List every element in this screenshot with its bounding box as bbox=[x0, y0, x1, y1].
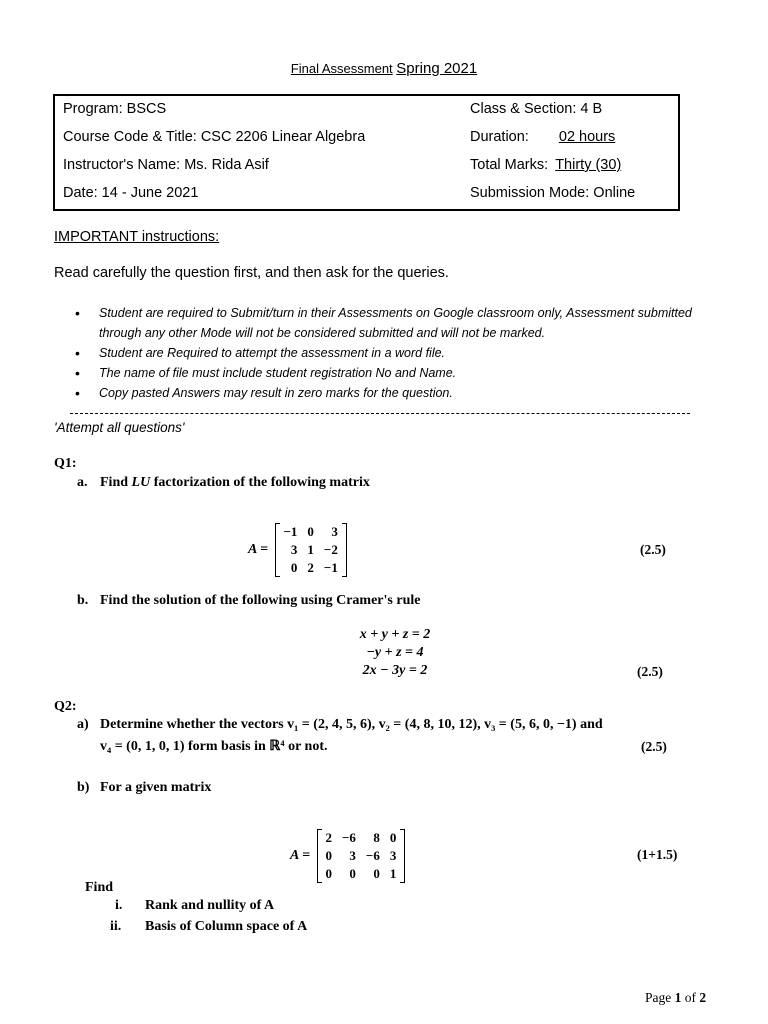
equation: 2x − 3y = 2 bbox=[362, 663, 428, 678]
matrix-cell: −6 bbox=[342, 830, 356, 845]
equation: −y + z = 4 bbox=[366, 645, 424, 660]
instructor-name: Instructor's Name: Ms. Rida Asif bbox=[63, 157, 269, 173]
q2b-marker: b) bbox=[77, 780, 90, 795]
page-number bbox=[645, 990, 706, 1006]
q2-item-text: Basis of Column space of A bbox=[145, 919, 308, 934]
instruction-item: • The name of file must include student registration No and Name. bbox=[75, 363, 720, 383]
page-word: Page bbox=[645, 990, 672, 1005]
matrix-cell: −1 bbox=[323, 560, 338, 575]
duration bbox=[470, 129, 615, 145]
title-small: Final Assessment bbox=[290, 61, 393, 76]
q2-find: Find bbox=[85, 880, 114, 895]
q1a-marker: a. bbox=[77, 475, 88, 490]
q2a-line2: v₄ = (0, 1, 0, 1) form basis in ℝ⁴ or not. bbox=[100, 739, 328, 754]
matrix-cell: 8 bbox=[373, 830, 380, 845]
matrix-cell: 0 bbox=[325, 848, 332, 863]
matrix-cell: 2 bbox=[325, 830, 332, 845]
matrix-cell: 3 bbox=[290, 542, 298, 557]
page-title bbox=[0, 60, 768, 77]
total-marks-label: Total Marks: bbox=[470, 157, 549, 173]
page-current: 1 bbox=[674, 990, 682, 1005]
q1a-text-pre: Find bbox=[100, 475, 132, 490]
divider bbox=[70, 413, 690, 414]
q1a-text-lu: LU bbox=[131, 475, 151, 490]
equation: x + y + z = 2 bbox=[359, 627, 431, 642]
page-total: 2 bbox=[699, 990, 707, 1005]
q2-item-marker: i. bbox=[115, 898, 123, 913]
title-big: Spring 2021 bbox=[396, 60, 478, 77]
matrix-cell: 1 bbox=[307, 542, 314, 557]
program: Program: BSCS bbox=[63, 101, 167, 117]
instruction-item: • Student are Required to attempt the assessment in a word file. bbox=[75, 343, 720, 363]
q1-matrix-block bbox=[248, 523, 347, 577]
duration-label: Duration: bbox=[470, 129, 529, 145]
matrix-cell: 1 bbox=[389, 866, 397, 881]
matrix-cell: 0 bbox=[290, 560, 298, 575]
matrix-cell: 3 bbox=[349, 848, 356, 863]
course-title: Course Code & Title: CSC 2206 Linear Algebra bbox=[63, 129, 366, 145]
exam-date: Date: 14 - June 2021 bbox=[63, 185, 199, 201]
matrix-cell: 0 bbox=[325, 866, 332, 881]
q1-matrix bbox=[275, 523, 347, 577]
matrix-cell: −1 bbox=[283, 524, 298, 539]
q2-item-marker: ii. bbox=[110, 919, 122, 934]
q2b-marks: (1+1.5) bbox=[637, 847, 678, 862]
q1b-marks: (2.5) bbox=[637, 664, 663, 679]
matrix-cell: 0 bbox=[373, 866, 380, 881]
q2-item-text: Rank and nullity of A bbox=[145, 898, 275, 913]
instruction-item: • Student are required to Submit/turn in their Assessments on Google classroom only, Assessment submitted through any other Mode will not be considered submitted and will not be marked. bbox=[75, 303, 720, 343]
attempt-note: 'Attempt all questions' bbox=[54, 420, 185, 435]
matrix-cell: 0 bbox=[307, 524, 314, 539]
matrix-cell: 0 bbox=[349, 866, 356, 881]
instruction-item: • Copy pasted Answers may result in zero marks for the question. bbox=[75, 383, 720, 403]
q2a-marker: a) bbox=[77, 717, 89, 732]
matrix-cell: 2 bbox=[307, 560, 314, 575]
total-marks-value: Thirty (30) bbox=[555, 157, 622, 173]
matrix-cell: −2 bbox=[323, 542, 338, 557]
q2-matrix-block bbox=[290, 829, 405, 883]
q2-label: Q2: bbox=[54, 699, 77, 714]
instructions-read: Read carefully the question first, and then ask for the queries. bbox=[54, 265, 449, 281]
q2b-text: For a given matrix bbox=[100, 780, 212, 795]
instruction-list bbox=[75, 303, 720, 403]
q1-label: Q1: bbox=[54, 456, 77, 471]
q1a-marks: (2.5) bbox=[640, 542, 666, 557]
total-marks bbox=[470, 157, 621, 173]
submission-mode: Submission Mode: Online bbox=[470, 185, 636, 201]
matrix-cell: 3 bbox=[331, 524, 338, 539]
class-section: Class & Section: 4 B bbox=[470, 101, 603, 117]
q2-matrix-label: A = bbox=[290, 848, 311, 863]
q1-equations bbox=[330, 626, 460, 680]
q2a-marks: (2.5) bbox=[641, 739, 667, 754]
q1a-text bbox=[100, 475, 370, 491]
q1-matrix-label: A = bbox=[248, 542, 269, 557]
q1b-marker: b. bbox=[77, 593, 89, 608]
q1a-text-post: factorization of the following matrix bbox=[150, 475, 370, 490]
of-word: of bbox=[684, 990, 696, 1005]
q2-matrix bbox=[317, 829, 406, 883]
matrix-cell: 3 bbox=[389, 848, 397, 863]
q2a-line1: Determine whether the vectors v₁ = (2, 4, 5, 6), v₂ = (4, 8, 10, 12), v₃ = (5, 6, 0, −1) and bbox=[100, 717, 603, 732]
matrix-cell: −6 bbox=[365, 848, 380, 863]
q1b-text: Find the solution of the following using Cramer's rule bbox=[100, 593, 421, 608]
duration-value: 02 hours bbox=[558, 129, 616, 145]
matrix-cell: 0 bbox=[389, 830, 397, 845]
instructions-heading: IMPORTANT instructions: bbox=[54, 229, 220, 245]
